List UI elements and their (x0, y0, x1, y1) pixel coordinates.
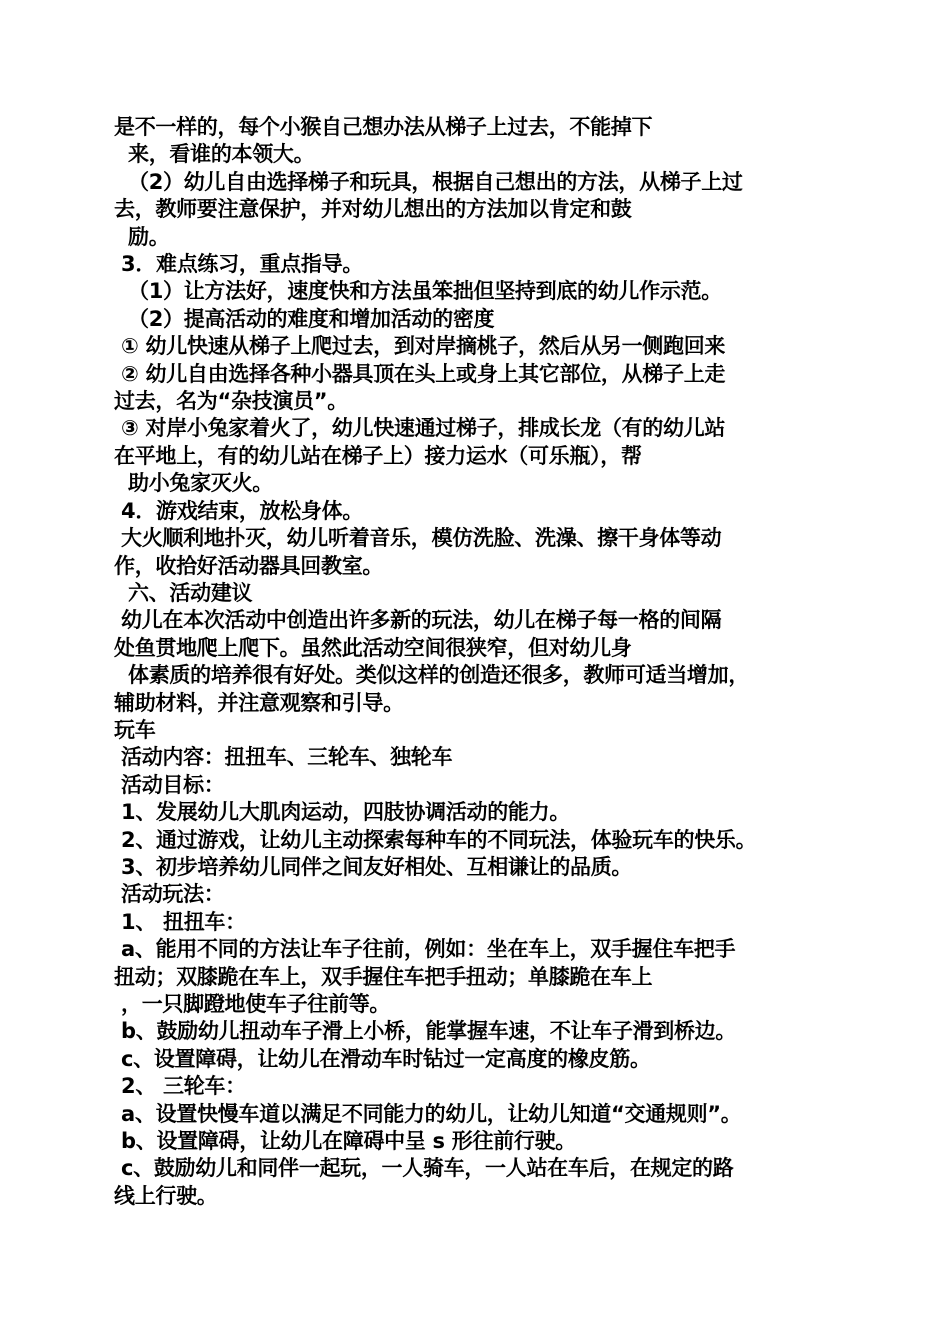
text-line: 线上行驶。 (114, 1183, 218, 1208)
text-line: 去，教师要注意保护，并对幼儿想出的方法加以肯定和鼓 (114, 197, 632, 222)
text-line: 体素质的培养很有好处。类似这样的创造还很多，教师可适当增加， (114, 663, 750, 688)
text-line: 2、通过游戏，让幼儿主动探索每种车的不同玩法，体验玩车的快乐。 (114, 827, 757, 852)
text-line: 3、初步培养幼儿同伴之间友好相处、互相谦让的品质。 (114, 854, 633, 879)
section-heading: 六、活动建议 (114, 580, 253, 605)
text-line: 幼儿在本次活动中创造出许多新的玩法，幼儿在梯子每一格的间隔 (114, 608, 722, 633)
text-line: 1、 扭扭车： (114, 909, 246, 934)
text-line: ，一只脚蹬地使车子往前等。 (114, 992, 391, 1016)
text-line: （2）提高活动的难度和增加活动的密度 (114, 306, 495, 331)
text-line: 过去，名为“杂技演员”。 (114, 389, 349, 414)
text-line: 处鱼贯地爬上爬下。虽然此活动空间很狭窄，但对幼儿身 (114, 635, 632, 660)
text-line: a、能用不同的方法让车子往前，例如：坐在车上，双手握住车把手 (114, 937, 736, 962)
text-line: 大火顺利地扑灭，幼儿听着音乐，模仿洗脸、洗澡、擦干身体等动 (114, 526, 722, 551)
text-line: 是不一样的，每个小猴自己想办法从梯子上过去，不能掉下 (114, 115, 653, 139)
text-line: （1）让方法好，速度快和方法虽笨拙但坚持到底的幼儿作示范。 (114, 279, 722, 304)
text-line: 1、发展幼儿大肌肉运动，四肢协调活动的能力。 (114, 800, 571, 825)
text-line: a、设置快慢车道以满足不同能力的幼儿，让幼儿知道“交通规则”。 (114, 1101, 742, 1126)
text-line: 来，看谁的本领大。 (114, 142, 315, 167)
text-line: 作，收拾好活动器具回教室。 (114, 553, 384, 578)
text-line: （2）幼儿自由选择梯子和玩具，根据自己想出的方法，从梯子上过 (114, 169, 743, 194)
text-line: 辅助材料，并注意观察和引导。 (114, 690, 404, 715)
text-line: ③ 对岸小兔家着火了，幼儿快速通过梯子，排成长龙（有的幼儿站 (114, 416, 726, 441)
text-line: ② 幼儿自由选择各种小器具顶在头上或身上其它部位，从梯子上走 (114, 361, 726, 386)
text-line: 活动内容：扭扭车、三轮车、独轮车 (114, 745, 453, 770)
text-line: c、设置障碍，让幼儿在滑动车时钻过一定高度的橡皮筋。 (114, 1046, 651, 1071)
text-line: 4．游戏结束，放松身体。 (114, 498, 364, 523)
section-title: 玩车 (114, 717, 156, 742)
text-line: 励。 (114, 224, 170, 249)
text-line: 活动目标： (114, 772, 225, 797)
text-line: ① 幼儿快速从梯子上爬过去，到对岸摘桃子，然后从另一侧跑回来 (114, 334, 726, 359)
text-line: 扭动；双膝跪在车上，双手握住车把手扭动；单膝跪在车上 (114, 964, 653, 989)
text-line: b、设置障碍，让幼儿在障碍中呈 s 形往前行驶。 (114, 1129, 576, 1154)
text-line: b、鼓励幼儿扭动车子滑上小桥，能掌握车速，不让车子滑到桥边。 (114, 1019, 737, 1044)
text-line: c、鼓励幼儿和同伴一起玩，一人骑车，一人站在车后，在规定的路 (114, 1156, 734, 1181)
text-line: 助小兔家灭火。 (114, 471, 273, 496)
text-line: 2、 三轮车： (114, 1074, 246, 1099)
text-line: 在平地上，有的幼儿站在梯子上）接力运水（可乐瓶），帮 (114, 443, 642, 468)
text-line: 活动玩法： (114, 882, 225, 907)
text-line: 3．难点练习，重点指导。 (114, 252, 364, 277)
